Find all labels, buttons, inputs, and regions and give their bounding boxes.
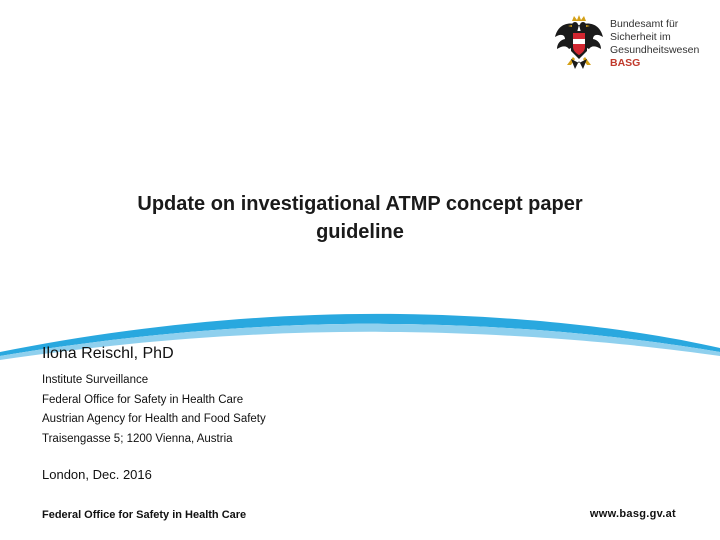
logo-line-3: Gesundheitswesen [610,44,700,56]
presenter-detail: Austrian Agency for Health and Food Safety [42,413,266,425]
presenter-detail: Federal Office for Safety in Health Care [42,393,244,406]
basg-logo [553,15,713,75]
title-line-2: guideline [316,221,404,243]
slide-title [40,190,680,246]
event-date: London, Dec. 2016 [42,467,152,482]
logo-text [610,18,699,70]
austrian-eagle-icon [553,15,605,71]
logo-line-2: Sicherheit im [610,31,671,43]
title-line-1: Update on investigational ATMP concept paper [137,193,583,215]
presenter-detail: Institute Surveillance [42,374,149,386]
presenter-block [42,345,266,449]
presenter-detail: Traisengasse 5; 1200 Vienna, Austria [42,432,233,445]
footer-website-link[interactable]: www.basg.gv.at [589,508,676,520]
presenter-name: Ilona Reischl, PhD [42,345,174,362]
logo-line-1: Bundesamt für [610,18,679,30]
logo-brand: BASG [610,57,641,69]
footer-organization: Federal Office for Safety in Health Care [42,509,247,521]
